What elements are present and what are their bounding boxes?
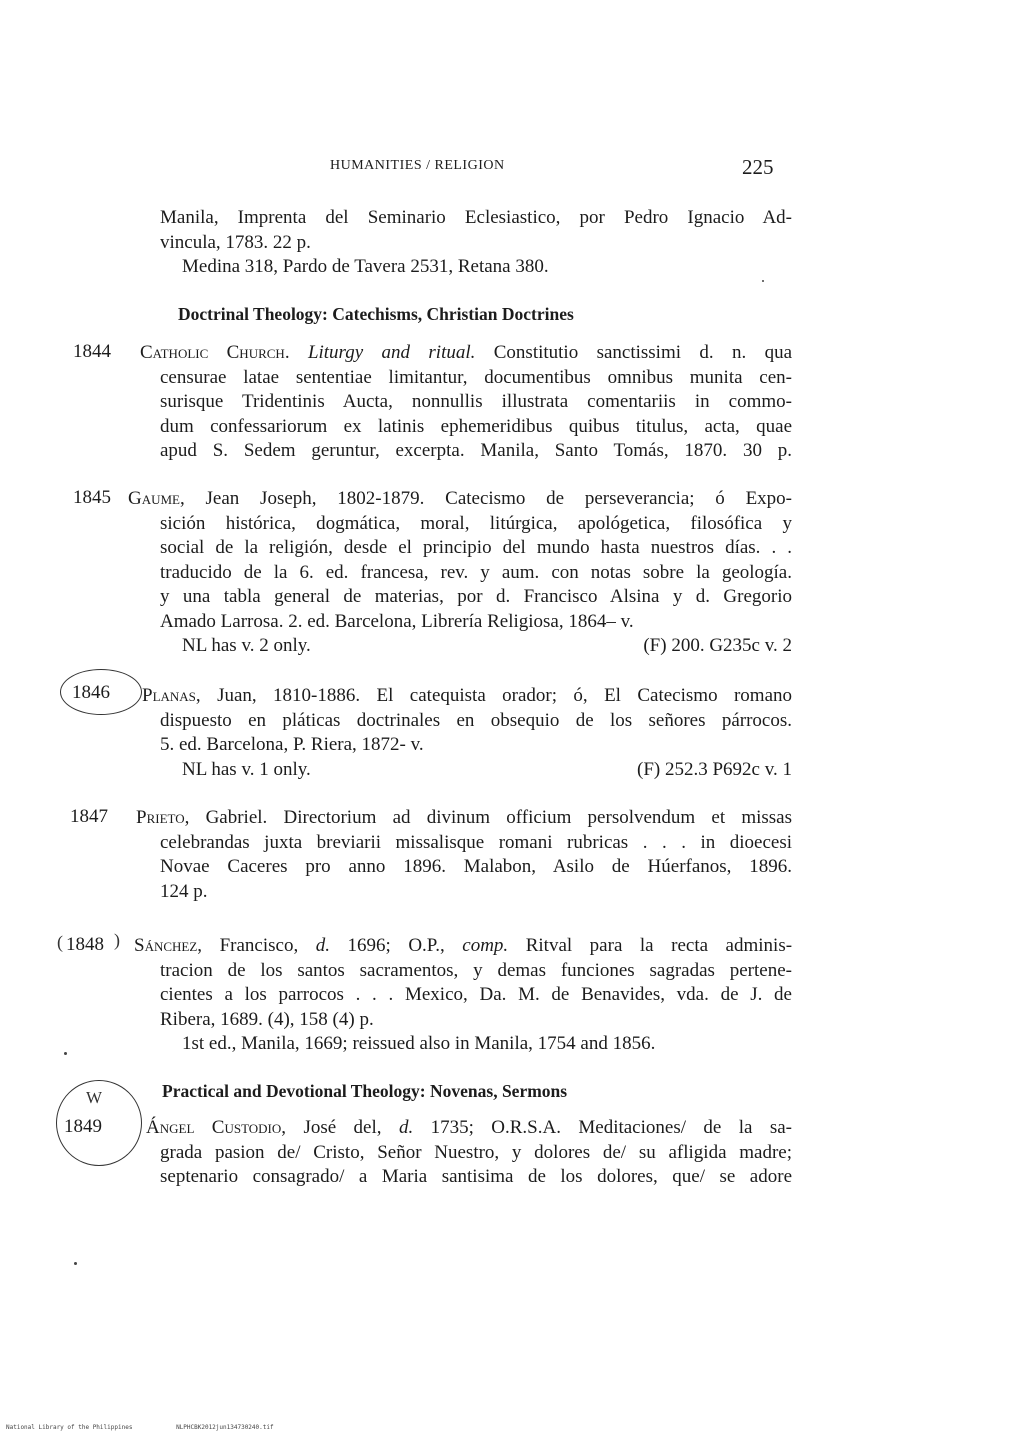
entry-continuation <box>160 206 792 280</box>
text-line: censurae latae sententiae limitantur, documentibus omnibus munita cen- <box>160 366 792 388</box>
entry-number: 1849 <box>64 1116 102 1137</box>
entry-author: Planas, <box>142 685 201 706</box>
margin-mark: W <box>86 1088 103 1107</box>
entry-1849 <box>146 1116 792 1141</box>
scan-speck <box>74 1262 77 1265</box>
call-number: (F) 200. G235c v. 2 <box>643 635 792 656</box>
text-line: 124 p. <box>160 880 208 902</box>
scan-speck <box>762 280 764 282</box>
entry-note: NL has v. 2 only. <box>182 635 311 656</box>
text-fragment: d. <box>398 1117 414 1138</box>
scan-speck <box>64 1052 67 1055</box>
text-line: dispuesto en pláticas doctrinales en obsequio de los señores párrocos. <box>160 709 792 731</box>
text-line: Manila, Imprenta del Seminario Eclesiastico, por Pedro Ignacio Ad- <box>160 207 792 228</box>
entry-1846 <box>142 684 792 709</box>
text-line: sición histórica, dogmática, moral, litúrgica, apológetica, filosófica y <box>160 512 792 534</box>
entry-author: Ángel Custodio, <box>146 1117 287 1138</box>
footer-code: NLPHCBK2012jun134730240.tif <box>176 1424 274 1431</box>
text-line: vincula, 1783. 22 p. <box>160 231 311 253</box>
text-fragment: d. <box>315 935 330 956</box>
text-line: cientes a los parrocos . . . Mexico, Da. M. de Benavides, vda. de J. de <box>160 984 792 1005</box>
text-line: celebrandas juxta breviarii missalisque romani rubricas . . . in dioecesi <box>160 831 792 853</box>
entry-1844 <box>140 341 792 366</box>
entry-1846-body <box>160 709 792 783</box>
text-fragment: Francisco, <box>219 935 299 956</box>
text-line: surisque Tridentinis Aucta, nonnullis illustrata comentariis in commo- <box>160 391 792 412</box>
entry-1847-body <box>160 831 792 905</box>
text-fragment: José del, <box>303 1117 382 1138</box>
section-heading-doctrinal: Doctrinal Theology: Catechisms, Christian Doctrines <box>178 304 574 324</box>
entry-author: Prieto, <box>136 807 190 828</box>
uniform-title: Liturgy and ritual. <box>307 342 476 363</box>
text-fragment: 1735; O.R.S.A. Meditaciones/ de la sa- <box>430 1117 793 1138</box>
entry-author: Gaume, <box>128 488 185 509</box>
text-line: apud S. Sedem geruntur, excerpta. Manila, Santo Tomás, 1870. 30 p. <box>160 440 792 461</box>
text-line: 5. ed. Barcelona, P. Riera, 1872- v. <box>160 734 424 755</box>
entry-number: 1846 <box>72 682 110 703</box>
text-line: Jean Joseph, 1802-1879. Catecismo de perseverancia; ó Expo- <box>205 488 792 509</box>
entry-note: NL has v. 1 only. <box>182 758 311 780</box>
entry-number: 1844 <box>73 341 111 362</box>
entry-1845 <box>128 487 792 512</box>
text-line: Constitutio sanctissimi d. n. qua <box>493 342 793 363</box>
section-heading-practical: Practical and Devotional Theology: Novenas, Sermons <box>162 1081 568 1101</box>
entry-number: 1848 <box>66 934 104 955</box>
text-line: y una tabla general de materias, por d. Francisco Alsina y d. Gregorio <box>160 586 792 607</box>
scan-footer <box>6 1424 314 1431</box>
text-line: social de la religión, desde el principio del mundo hasta nuestros días. . . <box>160 537 792 558</box>
text-line: dum confessariorum ex latinis ephemeridibus quibus titulus, acta, quae <box>160 415 792 437</box>
text-line: Juan, 1810-1886. El catequista orador; ó, El Catecismo romano <box>217 685 793 706</box>
text-line: traducido de la 6. ed. francesa, rev. y aum. con notas sobre la geología. <box>160 561 792 583</box>
text-fragment: comp. <box>462 935 509 956</box>
hand-bracket-right: ) <box>114 930 120 950</box>
hand-bracket-left: ( <box>57 932 63 952</box>
text-fragment: 1696; O.P., <box>347 935 445 956</box>
page-number: 225 <box>742 155 774 179</box>
text-line: Novae Caceres pro anno 1896. Malabon, Asilo de Húerfanos, 1896. <box>160 856 792 877</box>
entry-note: Medina 318, Pardo de Tavera 2531, Retana 380. <box>182 256 549 277</box>
text-line: Amado Larrosa. 2. ed. Barcelona, Librería Religiosa, 1864– v. <box>160 610 634 632</box>
entry-number: 1845 <box>73 487 111 508</box>
entry-number: 1847 <box>70 806 108 827</box>
text-line: Gabriel. Directorium ad divinum officium persolvendum et missas <box>205 807 792 828</box>
running-head: HUMANITIES / RELIGION <box>330 158 505 173</box>
text-line: tracion de los santos sacramentos, y demas funciones sagradas pertene- <box>160 959 792 981</box>
entry-1847 <box>136 806 792 831</box>
entry-author: Sánchez, <box>134 935 203 956</box>
call-number: (F) 252.3 P692c v. 1 <box>637 758 792 780</box>
text-line: grada pasion de/ Cristo, Señor Nuestro, y dolores de/ su afligida madre; <box>160 1141 792 1163</box>
entry-1848 <box>134 934 792 959</box>
entry-1844-body <box>160 366 792 464</box>
entry-1848-body <box>160 959 792 1057</box>
footer-library: National Library of the Philippines <box>6 1424 133 1431</box>
text-line: septenario consagrado/ a Maria santisima de los dolores, que/ se adore <box>160 1166 792 1187</box>
entry-note: 1st ed., Manila, 1669; reissued also in Manila, 1754 and 1856. <box>182 1033 656 1054</box>
entry-1849-body <box>160 1141 792 1190</box>
text-fragment: Ritval para la recta adminis- <box>525 935 793 956</box>
text-line: Ribera, 1689. (4), 158 (4) p. <box>160 1008 374 1030</box>
entry-1845-body <box>160 512 792 659</box>
entry-author: Catholic Church. <box>140 342 290 363</box>
